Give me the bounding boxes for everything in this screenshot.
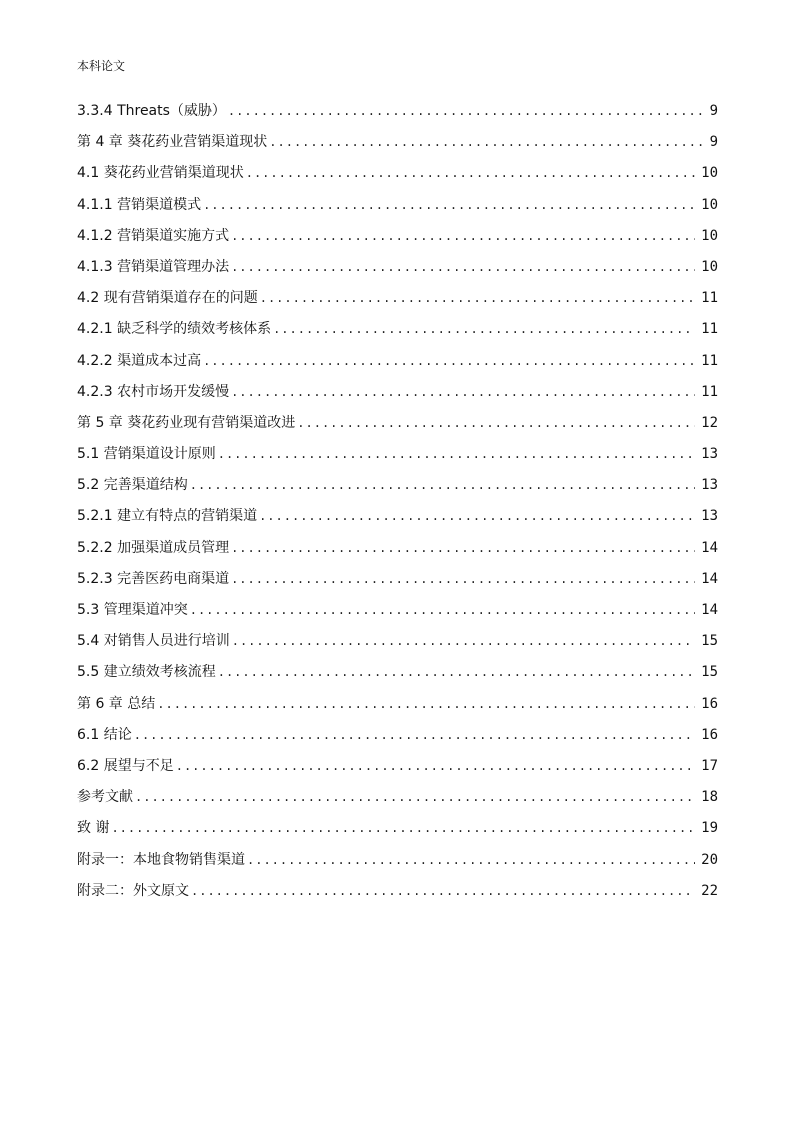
toc-entry-page-number: 10 (701, 165, 718, 182)
toc-dot-leader (247, 845, 695, 876)
toc-dot-leader (246, 158, 695, 189)
toc-entry[interactable] (77, 564, 718, 595)
toc-entry[interactable] (77, 782, 718, 813)
toc-dot-leader (191, 876, 695, 907)
toc-entry-label: 6.2 展望与不足 (77, 757, 174, 774)
toc-entry[interactable] (77, 657, 718, 688)
toc-entry[interactable] (77, 377, 718, 408)
toc-entry-label: 附录二：外文原文 (77, 882, 189, 899)
toc-entry-page-number: 15 (701, 633, 718, 650)
toc-entry[interactable] (77, 845, 718, 876)
toc-dot-leader (203, 346, 695, 377)
toc-entry-label: 4.2.2 渠道成本过高 (77, 352, 202, 369)
toc-dot-leader (269, 127, 703, 158)
toc-entry-label: 5.2 完善渠道结构 (77, 477, 188, 494)
toc-entry-page-number: 10 (701, 227, 718, 244)
toc-entry[interactable] (77, 314, 718, 345)
toc-entry-label: 5.3 管理渠道冲突 (77, 602, 188, 618)
toc-entry-label: 第 6 章 总结 (77, 695, 156, 712)
toc-dot-leader (231, 221, 695, 252)
toc-entry[interactable] (77, 252, 718, 283)
toc-entry-label: 4.2.1 缺乏科学的绩效考核体系 (77, 321, 272, 338)
toc-entry-label: 4.2 现有营销渠道存在的问题 (77, 290, 258, 307)
page-header: 本科论文 (77, 59, 126, 73)
toc-entry-page-number: 20 (701, 851, 718, 868)
toc-entry[interactable] (77, 626, 718, 657)
toc-entry[interactable] (77, 501, 718, 532)
toc-entry-page-number: 11 (701, 290, 718, 307)
toc-entry-label: 3.3.4 Threats（威胁） (77, 103, 226, 119)
toc-entry[interactable] (77, 346, 718, 377)
toc-entry-page-number: 22 (701, 882, 718, 899)
toc-entry[interactable] (77, 813, 718, 844)
toc-entry-label: 5.2.3 完善医药电商渠道 (77, 570, 230, 587)
toc-entry-label: 5.4 对销售人员进行培训 (77, 633, 230, 650)
toc-entry-page-number: 13 (701, 508, 718, 525)
toc-entry-label: 5.2.1 建立有特点的营销渠道 (77, 508, 258, 525)
toc-entry-label: 第 5 章 葵花药业现有营销渠道改进 (77, 414, 296, 431)
toc-entry-page-number: 15 (701, 664, 718, 681)
toc-dot-leader (218, 439, 695, 470)
toc-entry-page-number: 16 (701, 695, 718, 712)
toc-dot-leader (190, 595, 695, 626)
toc-entry-page-number: 14 (701, 602, 718, 618)
toc-entry-label: 6.1 结论 (77, 726, 132, 743)
toc-dot-leader (231, 377, 695, 408)
toc-entry-page-number: 11 (701, 321, 718, 338)
table-of-contents (77, 96, 718, 907)
toc-entry-label: 4.1.1 营销渠道模式 (77, 196, 202, 213)
toc-dot-leader (231, 533, 695, 564)
toc-entry-label: 附录一：本地食物销售渠道 (77, 851, 245, 868)
toc-entry-label: 4.2.3 农村市场开发缓慢 (77, 383, 230, 400)
toc-entry[interactable] (77, 158, 718, 189)
toc-dot-leader (228, 96, 704, 127)
toc-entry-page-number: 10 (701, 258, 718, 275)
toc-entry-page-number: 14 (701, 539, 718, 556)
toc-entry[interactable] (77, 533, 718, 564)
toc-entry[interactable] (77, 127, 718, 158)
toc-dot-leader (135, 782, 695, 813)
toc-entry-label: 4.1.2 营销渠道实施方式 (77, 227, 230, 244)
toc-dot-leader (273, 314, 695, 345)
toc-entry-page-number: 11 (701, 352, 718, 369)
toc-entry[interactable] (77, 470, 718, 501)
toc-entry-label: 5.1 营销渠道设计原则 (77, 446, 216, 463)
toc-entry[interactable] (77, 283, 718, 314)
toc-entry[interactable] (77, 595, 718, 626)
toc-entry-label: 参考文献 (77, 789, 133, 806)
toc-entry[interactable] (77, 439, 718, 470)
toc-entry-label: 5.2.2 加强渠道成员管理 (77, 539, 230, 556)
toc-entry[interactable] (77, 221, 718, 252)
toc-dot-leader (157, 689, 695, 720)
toc-entry-label: 5.5 建立绩效考核流程 (77, 664, 216, 681)
toc-entry-page-number: 13 (701, 446, 718, 463)
toc-dot-leader (259, 501, 695, 532)
toc-entry-page-number: 17 (701, 757, 718, 774)
toc-entry-page-number: 9 (709, 134, 718, 151)
toc-dot-leader (190, 470, 695, 501)
toc-entry-label: 4.1.3 营销渠道管理办法 (77, 258, 230, 275)
toc-entry[interactable] (77, 689, 718, 720)
toc-entry-label: 致 谢 (77, 820, 110, 837)
toc-entry-page-number: 11 (701, 383, 718, 400)
toc-entry[interactable] (77, 96, 718, 127)
toc-dot-leader (203, 190, 695, 221)
toc-dot-leader (111, 813, 695, 844)
toc-entry-page-number: 19 (701, 820, 718, 837)
toc-entry[interactable] (77, 190, 718, 221)
toc-entry[interactable] (77, 751, 718, 782)
toc-entry[interactable] (77, 408, 718, 439)
toc-entry-page-number: 10 (701, 196, 718, 213)
toc-entry-page-number: 12 (701, 414, 718, 431)
toc-entry-page-number: 13 (701, 477, 718, 494)
toc-entry-page-number: 14 (701, 570, 718, 587)
toc-entry-page-number: 9 (709, 103, 718, 119)
toc-dot-leader (260, 283, 695, 314)
toc-dot-leader (297, 408, 695, 439)
toc-entry[interactable] (77, 720, 718, 751)
toc-entry-label: 第 4 章 葵花药业营销渠道现状 (77, 134, 268, 151)
toc-dot-leader (134, 720, 695, 751)
toc-dot-leader (176, 751, 695, 782)
toc-entry-label: 4.1 葵花药业营销渠道现状 (77, 165, 244, 182)
toc-dot-leader (218, 657, 695, 688)
toc-entry-page-number: 18 (701, 789, 718, 806)
toc-entry-page-number: 16 (701, 726, 718, 743)
toc-dot-leader (232, 626, 695, 657)
toc-dot-leader (231, 564, 695, 595)
toc-dot-leader (231, 252, 695, 283)
toc-entry[interactable] (77, 876, 718, 907)
